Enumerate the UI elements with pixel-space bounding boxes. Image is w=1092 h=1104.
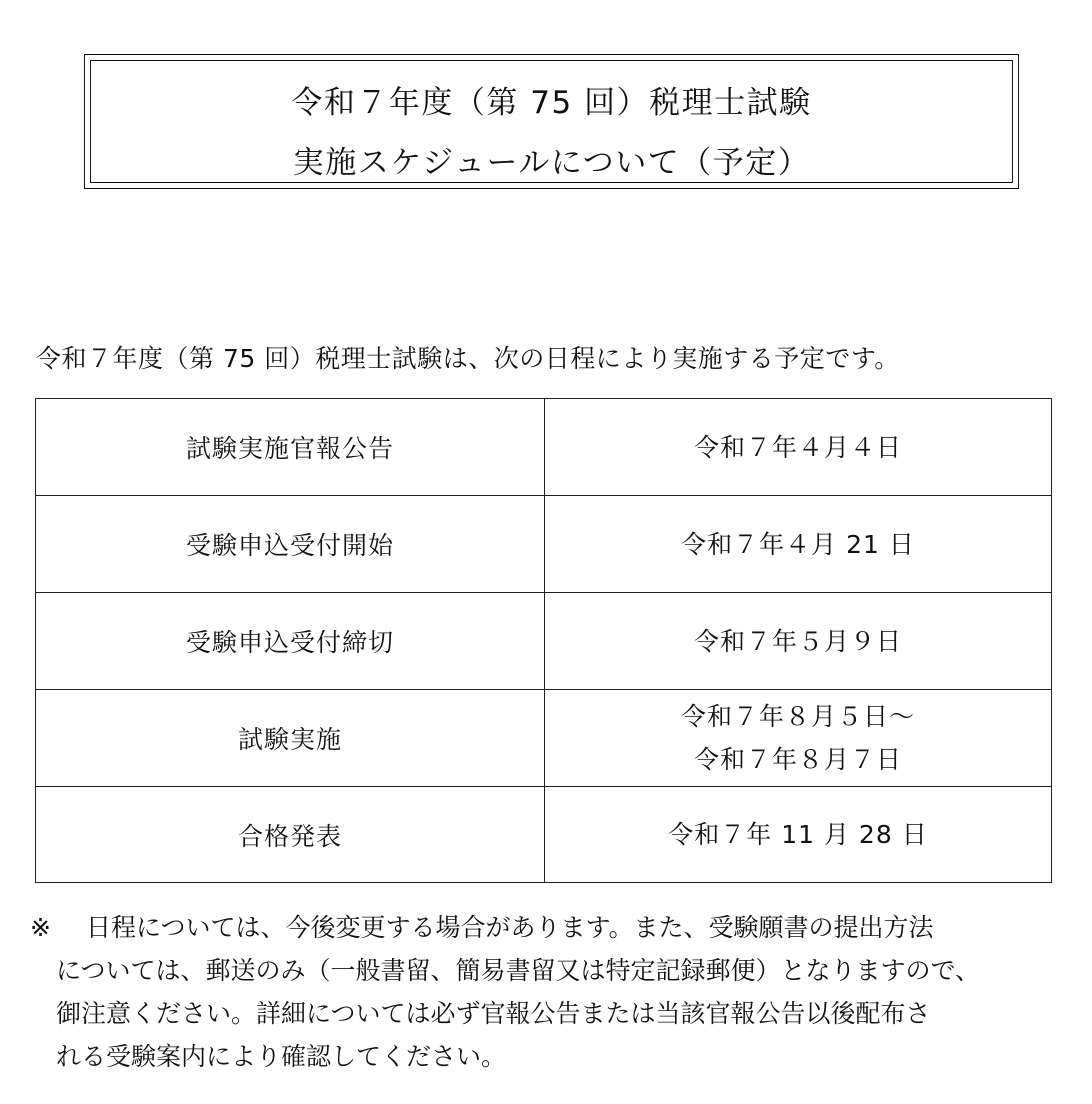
title-box — [84, 54, 1019, 189]
schedule-date-cell — [545, 787, 1052, 883]
schedule-date-end: 令和７年８月７日 — [693, 745, 902, 774]
schedule-date-cell — [545, 593, 1052, 690]
schedule-date-cell — [545, 496, 1052, 593]
schedule-label: 受験申込受付締切 — [36, 593, 545, 690]
note-line-1 — [30, 906, 1060, 949]
document-title-line-1: 令和７年度（第 75 回）税理士試験 — [291, 85, 812, 121]
schedule-label: 試験実施官報公告 — [36, 399, 545, 496]
schedule-date: 令和７年 11 月 28 日 — [668, 820, 928, 849]
schedule-row-application-deadline — [36, 593, 1052, 690]
note-mark: ※ — [30, 913, 51, 942]
schedule-date-cell — [545, 399, 1052, 496]
schedule-row-official-gazette — [36, 399, 1052, 496]
note-block — [30, 906, 1060, 1078]
schedule-table — [35, 398, 1052, 883]
schedule-row-application-start — [36, 496, 1052, 593]
schedule-date: 令和７年５月９日 — [693, 626, 902, 656]
schedule-date-start: 令和７年８月５日～ — [680, 702, 915, 731]
schedule-date: 令和７年４月４日 — [693, 432, 902, 462]
schedule-date: 令和７年４月 21 日 — [681, 529, 915, 559]
note-line-4: れる受験案内により確認してください。 — [56, 1042, 507, 1071]
document-title-line-2: 実施スケジュールについて（予定） — [292, 145, 811, 181]
schedule-row-exam-dates — [36, 690, 1052, 787]
intro-text: 令和７年度（第 75 回）税理士試験は、次の日程により実施する予定です。 — [36, 344, 900, 373]
note-text: 日程については、今後変更する場合があります。また、受験願書の提出方法 — [86, 913, 934, 942]
schedule-date-cell — [545, 690, 1052, 787]
schedule-label: 合格発表 — [36, 787, 545, 883]
title-box-inner-border — [90, 60, 1013, 183]
schedule-row-results — [36, 787, 1052, 883]
note-line-3: 御注意ください。詳細については必ず官報公告または当該官報公告以後配布さ — [56, 999, 931, 1028]
schedule-label: 受験申込受付開始 — [36, 496, 545, 593]
schedule-label: 試験実施 — [36, 690, 545, 787]
note-line-2: については、郵送のみ（一般書留、簡易書留又は特定記録郵便）となりますので、 — [56, 956, 981, 985]
